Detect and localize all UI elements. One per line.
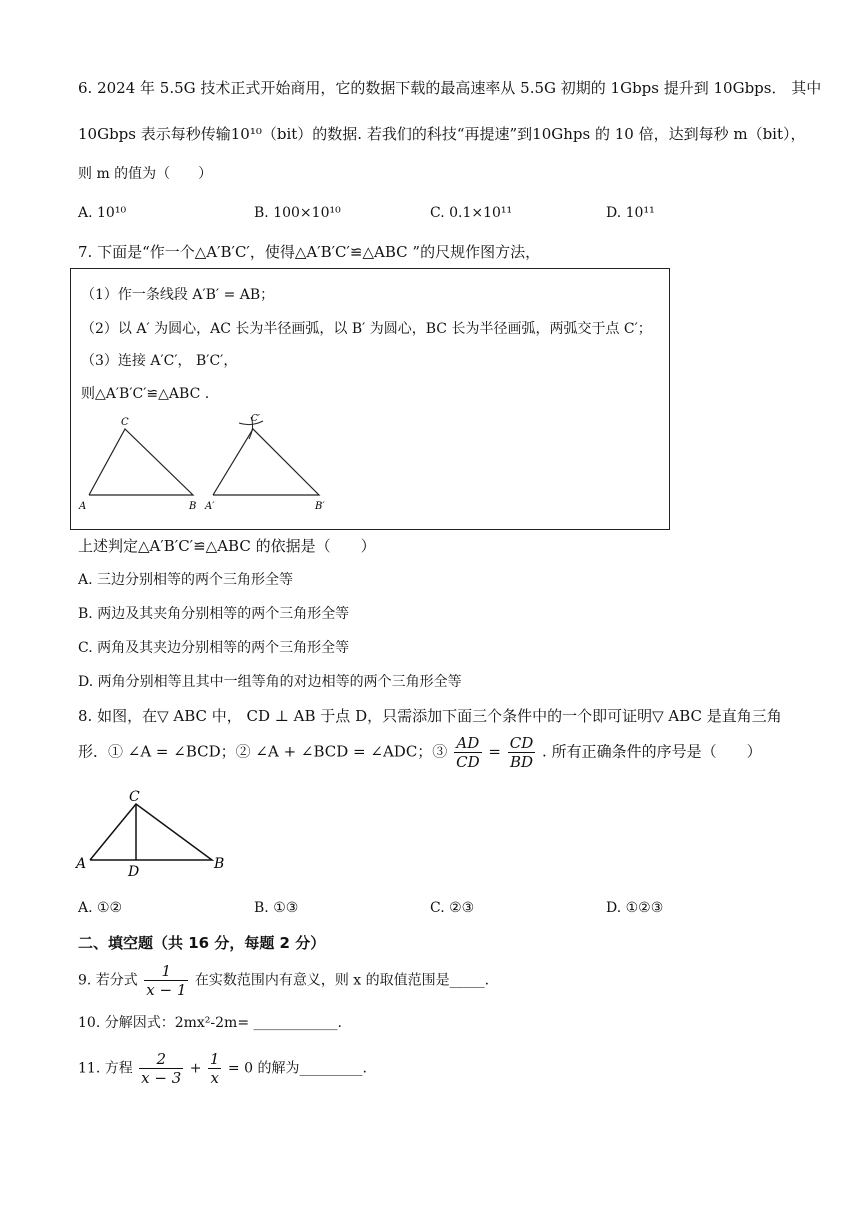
option-text: 10¹¹ bbox=[625, 205, 655, 221]
q9 bbox=[78, 962, 489, 999]
fraction-1-over-x bbox=[208, 1050, 222, 1087]
q7-option-d: D. 两角分别相等且其中一组等角的对边相等的两个三角形全等 bbox=[78, 674, 462, 690]
plus-sign: + bbox=[189, 1060, 202, 1077]
fraction-numerator: 1 bbox=[144, 962, 188, 981]
q6-option-d bbox=[606, 203, 655, 223]
q6-line1: 6. 2024 年 5.5G 技术正式开始商用，它的数据下载的最高速率从 5.5G 初期的 1Gbps 提升到 10Gbps． 其中 bbox=[78, 79, 822, 97]
q6-line2: 10Gbps 表示每秒传输10¹⁰（bit）的数据. 若我们的科技“再提速”到10Ghps 的 10 倍，达到每秒 m（bit）， bbox=[78, 125, 806, 143]
triangle-acb bbox=[90, 804, 212, 860]
q6-option-a bbox=[78, 203, 126, 223]
label-c-prime: C′ bbox=[251, 414, 260, 424]
fraction-2-over-x-minus-3 bbox=[139, 1050, 183, 1087]
fraction-numerator: CD bbox=[509, 734, 534, 752]
q9-pre: 9. 若分式 bbox=[78, 972, 138, 989]
fraction-cd-bd bbox=[508, 734, 536, 771]
option-label: D. bbox=[606, 205, 622, 221]
q11-pre: 11. 方程 bbox=[78, 1060, 133, 1077]
fraction-denominator: BD bbox=[509, 753, 534, 771]
option-text: 10¹⁰ bbox=[97, 205, 127, 221]
q7-option-c: C. 两角及其夹边分别相等的两个三角形全等 bbox=[78, 640, 350, 656]
q8-conditions: 形．① ∠A = ∠BCD；② ∠A + ∠BCD = ∠ADC；③ bbox=[78, 742, 448, 761]
q8-option-d: D. ①②③ bbox=[606, 900, 664, 916]
label-b-prime: B′ bbox=[315, 501, 325, 512]
fraction-numerator: 2 bbox=[139, 1050, 183, 1069]
q7-step-1: （1）作一条线段 A′B′ = AB； bbox=[81, 287, 275, 303]
q8-question-end: . 所有正确条件的序号是（ ） bbox=[542, 742, 762, 761]
q7-question: 上述判定△A′B′C′≌△ABC 的依据是（ ） bbox=[78, 537, 376, 555]
option-label: B. bbox=[254, 205, 269, 221]
q6-line3: 则 m 的值为（ ） bbox=[78, 166, 213, 182]
label-a-prime: A′ bbox=[205, 501, 215, 512]
q9-post: 在实数范围内有意义，则 x 的取值范围是_____. bbox=[194, 972, 490, 989]
fraction-denominator: CD bbox=[456, 753, 480, 771]
option-text: 100×10¹⁰ bbox=[273, 205, 341, 221]
q8-option-a: A. ①② bbox=[78, 900, 123, 916]
label-a: A bbox=[79, 501, 87, 512]
label-a: A bbox=[76, 856, 87, 872]
fraction-numerator: AD bbox=[454, 734, 482, 753]
q8-option-b: B. ①③ bbox=[254, 900, 299, 916]
fraction-numerator: 1 bbox=[209, 1050, 220, 1068]
fraction-denominator: x − 3 bbox=[141, 1069, 182, 1087]
q7-option-a: A. 三边分别相等的两个三角形全等 bbox=[78, 572, 294, 588]
label-c: C bbox=[129, 789, 140, 805]
fraction-1-over-x-minus-1 bbox=[144, 962, 188, 999]
option-label: C. bbox=[430, 205, 445, 221]
section-heading: 二、填空题（共 16 分，每题 2 分） bbox=[78, 934, 326, 952]
label-d: D bbox=[128, 864, 140, 878]
q7-intro: 7. 下面是“作一个△A′B′C′，使得△A′B′C′≌△ABC ”的尺规作图方法， bbox=[78, 243, 541, 261]
construction-box bbox=[70, 268, 670, 530]
q8-option-c: C. ②③ bbox=[430, 900, 475, 916]
triangle-a2b2c2 bbox=[213, 429, 319, 495]
q7-option-b: B. 两边及其夹角分别相等的两个三角形全等 bbox=[78, 606, 350, 622]
label-c: C bbox=[121, 417, 129, 428]
triangle-abc bbox=[89, 429, 193, 495]
q6-option-b bbox=[254, 203, 341, 223]
q8-line2 bbox=[78, 734, 762, 771]
fraction-denominator: x bbox=[210, 1069, 219, 1087]
construction-figure bbox=[71, 409, 669, 529]
option-text: 0.1×10¹¹ bbox=[449, 205, 513, 221]
q7-step-2: （2）以 A′ 为圆心，AC 长为半径画弧，以 B′ 为圆心，BC 长为半径画弧，两弧交于点 C′； bbox=[81, 321, 652, 337]
label-b: B bbox=[189, 501, 197, 512]
q8-figure bbox=[74, 788, 254, 878]
q7-conclusion: 则△A′B′C′≌△ABC . bbox=[81, 386, 210, 402]
option-label: A. bbox=[78, 205, 93, 221]
q7-step-3: （3）连接 A′C′， B′C′， bbox=[81, 353, 238, 369]
q6-option-c bbox=[430, 203, 512, 223]
equals-sign: = bbox=[488, 742, 501, 761]
q10: 10. 分解因式：2mx²-2m= ____________. bbox=[78, 1015, 342, 1031]
q8-line1: 8. 如图，在▽ ABC 中， CD ⊥ AB 于点 D，只需添加下面三个条件中的一个即可证明▽ ABC 是直角三角 bbox=[78, 707, 782, 725]
label-b: B bbox=[214, 856, 225, 872]
fraction-ad-cd bbox=[454, 734, 482, 771]
fraction-denominator: x − 1 bbox=[146, 981, 187, 999]
q11 bbox=[78, 1050, 367, 1087]
q11-post: = 0 的解为_________. bbox=[227, 1060, 367, 1077]
